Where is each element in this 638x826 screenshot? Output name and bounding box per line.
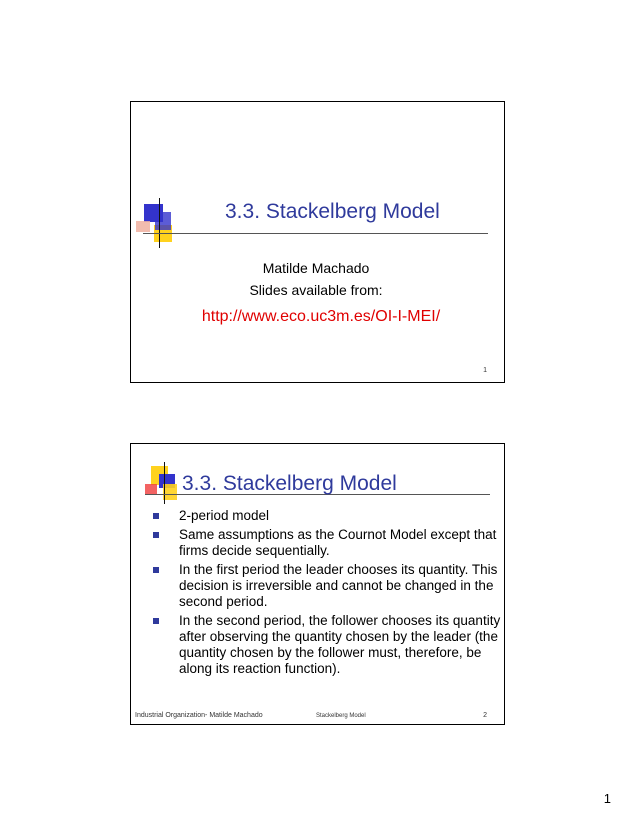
slide-title: 3.3. Stackelberg Model [182, 472, 397, 495]
list-item: Same assumptions as the Cournot Model except that firms decide sequentially. [151, 527, 503, 559]
list-item: In the second period, the follower chooses its quantity after observing the quantity chosen by the leader (the quantity chosen by the follower must, therefore, be along its reaction function). [151, 613, 503, 677]
list-item: 2-period model [151, 508, 503, 524]
bullet-list [151, 508, 503, 680]
bullet-square-icon [153, 532, 159, 538]
slide-2 [130, 443, 505, 725]
slide-1 [130, 101, 505, 383]
slide-title: 3.3. Stackelberg Model [225, 200, 440, 223]
bullet-square-icon [153, 513, 159, 519]
author-name: Matilde Machado [262, 260, 370, 276]
slide-number: 1 [483, 367, 487, 374]
list-item: In the first period the leader chooses its quantity. This decision is irreversible and cannot be changed in the second period. [151, 562, 503, 610]
bullet-square-icon [153, 567, 159, 573]
slide-footer-title: Stackelberg Model [316, 713, 366, 719]
slide-number: 2 [483, 712, 487, 719]
slides-url-link[interactable]: http://www.eco.uc3m.es/OI-I-MEI/ [201, 308, 441, 325]
bullet-square-icon [153, 618, 159, 624]
page-number: 1 [603, 791, 611, 806]
slide-footer-author: Industrial Organization- Matilde Machado [135, 712, 263, 719]
slides-available-label: Slides available from: [249, 282, 383, 298]
